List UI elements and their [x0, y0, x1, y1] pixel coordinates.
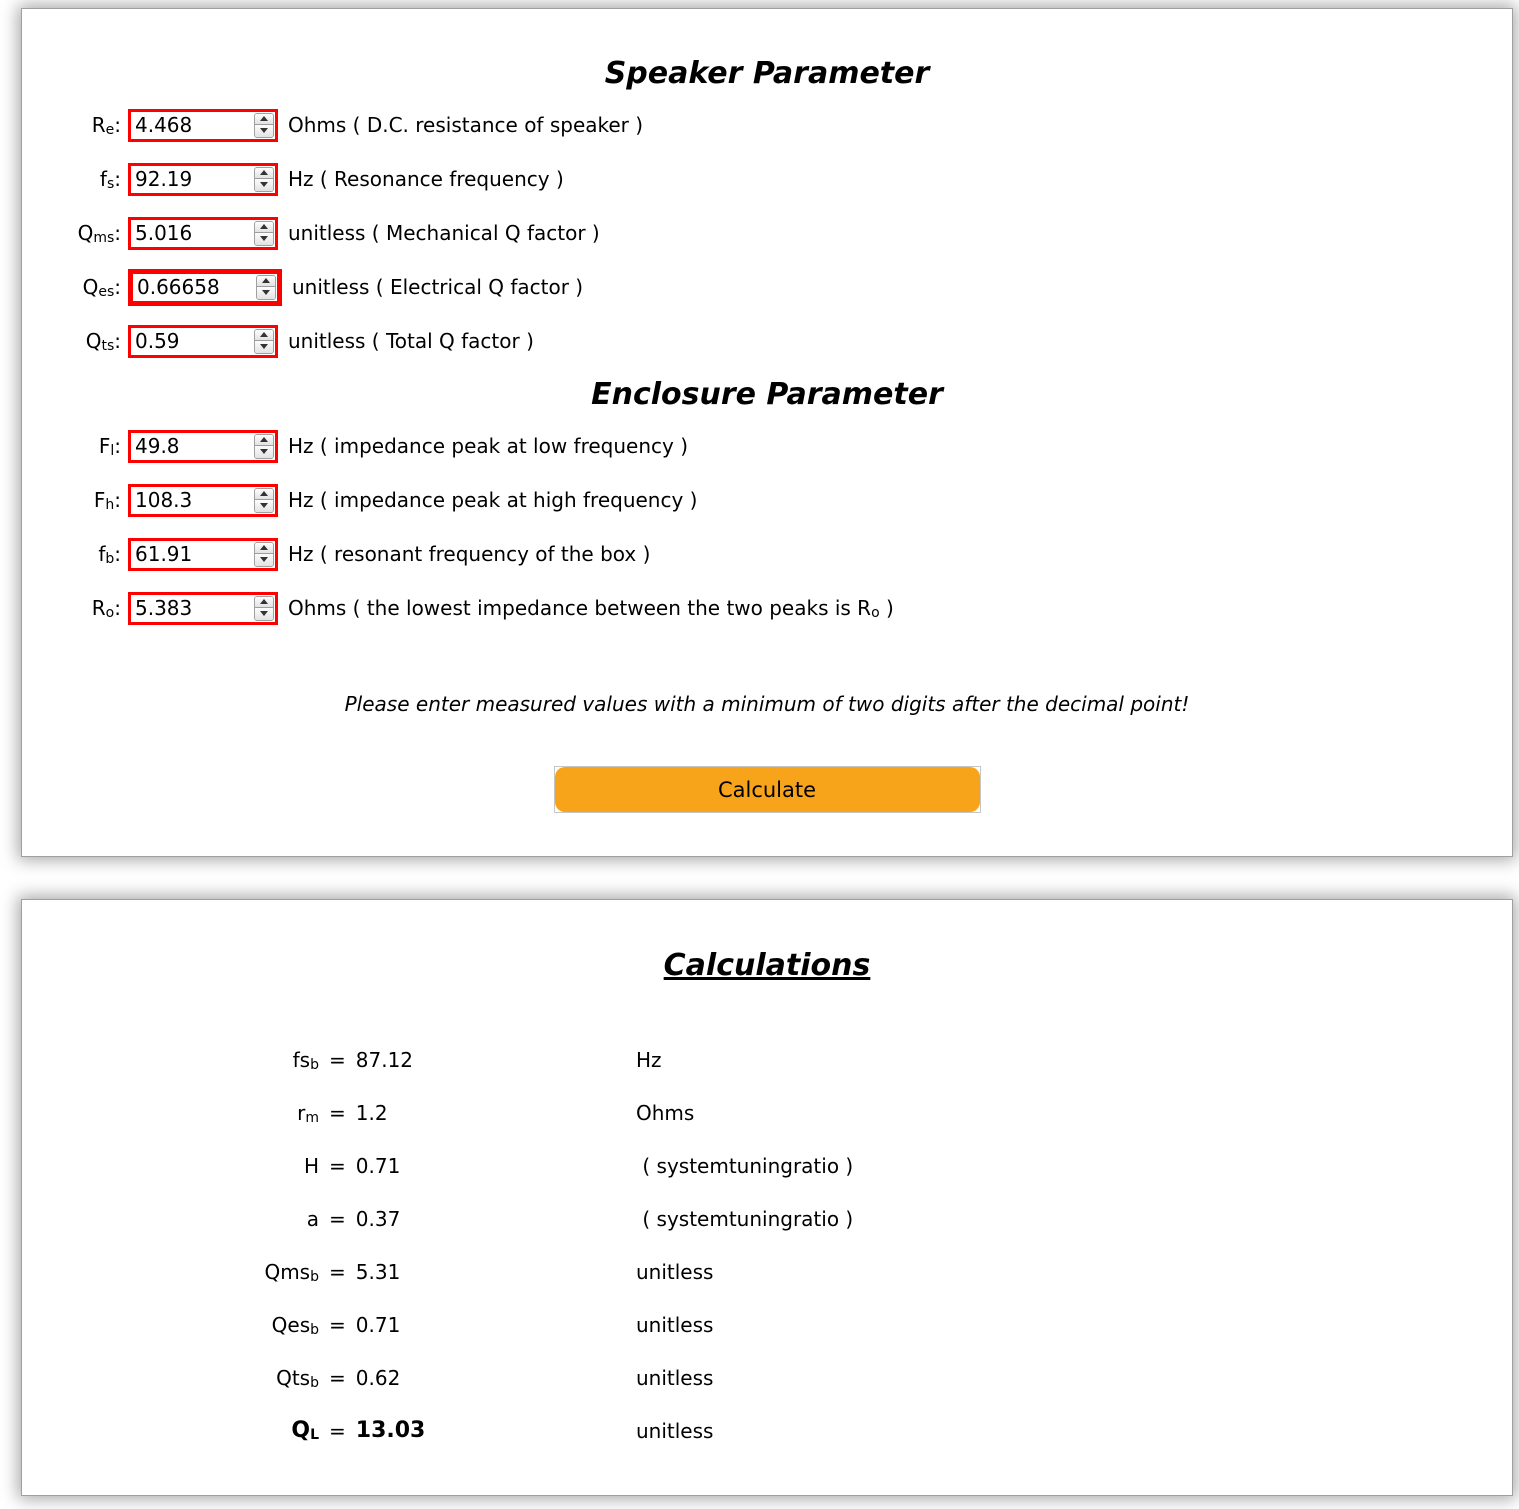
- parameter-row-qes: [22, 260, 1512, 314]
- spinner-up-button[interactable]: [255, 435, 273, 447]
- calc-value: 87.12: [355, 1047, 414, 1072]
- parameter-row-fb: [22, 527, 1512, 581]
- triangle-up-icon: [260, 116, 268, 121]
- spinner-down-button[interactable]: [255, 446, 273, 458]
- calc-label: $r_m$: [297, 1100, 319, 1126]
- spinner-up-button[interactable]: [255, 543, 273, 555]
- calc-value: 0.71: [355, 1312, 401, 1337]
- fh-spinner: [254, 488, 274, 513]
- triangle-down-icon: [260, 128, 268, 133]
- triangle-down-icon: [260, 236, 268, 241]
- parameter-description: Hz ( impedance peak at high frequency ): [288, 488, 698, 512]
- calc-value: 0.71: [355, 1153, 401, 1178]
- calc-value: 1.2: [355, 1100, 388, 1125]
- calc-unit: unitless: [636, 1312, 714, 1337]
- spinner-up-button[interactable]: [255, 168, 273, 180]
- calc-unit: ( systemtuningratio ): [636, 1153, 854, 1178]
- fb-spinner: [254, 542, 274, 567]
- re-spinner: [254, 113, 274, 138]
- equals-sign: =: [329, 1153, 346, 1178]
- calc-unit: unitless: [636, 1259, 714, 1284]
- equals-sign: =: [329, 1418, 346, 1443]
- calc-unit: Ohms: [636, 1100, 695, 1125]
- calculations-panel: [21, 899, 1513, 1496]
- calculate-button-outline: [554, 766, 981, 813]
- qms-spinner: [254, 221, 274, 246]
- qes-spinner: [256, 275, 276, 300]
- triangle-up-icon: [260, 437, 268, 442]
- spinner-down-button[interactable]: [255, 233, 273, 245]
- fh-input[interactable]: [131, 487, 254, 514]
- calc-value: 0.62: [355, 1365, 401, 1390]
- parameter-label-fl: $F_l$:: [98, 434, 121, 459]
- fl-input[interactable]: [131, 433, 254, 460]
- triangle-down-icon: [260, 182, 268, 187]
- ro-input[interactable]: [131, 595, 254, 622]
- parameter-label-fh: $F_h$:: [93, 488, 121, 513]
- qes-input[interactable]: [133, 274, 256, 301]
- qes-field: [128, 269, 282, 306]
- calc-unit: unitless: [636, 1418, 714, 1443]
- parameter-description: unitless ( Mechanical Q factor ): [288, 221, 600, 245]
- parameter-description: Hz ( impedance peak at low frequency ): [288, 434, 689, 458]
- calculations-title: Calculations: [663, 948, 871, 983]
- equals-sign: =: [329, 1047, 346, 1072]
- calc-row-qesb: [22, 1298, 1512, 1351]
- calc-unit: unitless: [636, 1365, 714, 1390]
- calc-row-ql: [22, 1404, 1512, 1457]
- parameter-label-qts: $Q_{ts}$:: [85, 329, 121, 354]
- triangle-up-icon: [260, 491, 268, 496]
- equals-sign: =: [329, 1100, 346, 1125]
- parameter-row-qts: [22, 314, 1512, 368]
- qts-spinner: [254, 329, 274, 354]
- triangle-up-icon: [260, 599, 268, 604]
- ro-spinner: [254, 596, 274, 621]
- fs-input[interactable]: [131, 166, 254, 193]
- spinner-up-button[interactable]: [255, 330, 273, 342]
- parameter-description: unitless ( Electrical Q factor ): [292, 275, 584, 299]
- spinner-up-button[interactable]: [255, 489, 273, 501]
- parameter-label-re: $R_e$:: [91, 113, 121, 138]
- parameter-label-qes: $Q_{es}$:: [82, 275, 121, 300]
- triangle-down-icon: [260, 503, 268, 508]
- fb-input[interactable]: [131, 541, 254, 568]
- parameter-label-ro: $R_o$:: [91, 596, 121, 621]
- qts-field: [128, 325, 278, 358]
- calc-unit: Hz: [636, 1047, 662, 1072]
- speaker-parameter-title: Speaker Parameter: [604, 56, 930, 91]
- calculate-button[interactable]: Calculate: [555, 767, 980, 812]
- calc-label: a: [306, 1206, 319, 1231]
- calculations-rows: [22, 1033, 1512, 1457]
- qts-input[interactable]: [131, 328, 254, 355]
- spinner-down-button[interactable]: [257, 287, 275, 299]
- calc-row-rm: [22, 1086, 1512, 1139]
- triangle-down-icon: [260, 344, 268, 349]
- parameter-row-ro: [22, 581, 1512, 635]
- spinner-down-button[interactable]: [255, 554, 273, 566]
- calculations-title-wrap: [22, 946, 1512, 986]
- spinner-down-button[interactable]: [255, 125, 273, 137]
- calc-row-qtsb: [22, 1351, 1512, 1404]
- parameter-label-qms: $Q_{ms}$:: [77, 221, 121, 246]
- parameter-label-fs: $f_s$:: [99, 167, 121, 192]
- qms-field: [128, 217, 278, 250]
- calc-row-a: [22, 1192, 1512, 1245]
- ro-field: [128, 592, 278, 625]
- calc-label: $fs_b$: [292, 1047, 319, 1073]
- calc-value: 13.03: [355, 1418, 426, 1443]
- calc-row-qmsb: [22, 1245, 1512, 1298]
- spinner-up-button[interactable]: [255, 597, 273, 609]
- parameter-description: Hz ( resonant frequency of the box ): [288, 542, 651, 566]
- triangle-up-icon: [260, 170, 268, 175]
- calc-row-fsb: [22, 1033, 1512, 1086]
- triangle-down-icon: [262, 290, 270, 295]
- parameter-row-fh: [22, 473, 1512, 527]
- qms-input[interactable]: [131, 220, 254, 247]
- equals-sign: =: [329, 1206, 346, 1231]
- calc-unit: ( systemtuningratio ): [636, 1206, 854, 1231]
- re-field: [128, 109, 278, 142]
- spinner-down-button[interactable]: [255, 179, 273, 191]
- triangle-up-icon: [260, 224, 268, 229]
- fh-field: [128, 484, 278, 517]
- equals-sign: =: [329, 1312, 346, 1337]
- triangle-down-icon: [260, 449, 268, 454]
- equals-sign: =: [329, 1259, 346, 1284]
- triangle-down-icon: [260, 557, 268, 562]
- spinner-down-button[interactable]: [255, 500, 273, 512]
- equals-sign: =: [329, 1365, 346, 1390]
- calc-row-h: [22, 1139, 1512, 1192]
- enclosure-parameter-title: Enclosure Parameter: [591, 377, 943, 412]
- spinner-down-button[interactable]: [255, 608, 273, 620]
- parameter-row-fs: [22, 152, 1512, 206]
- spinner-up-button[interactable]: [255, 222, 273, 234]
- triangle-up-icon: [262, 278, 270, 283]
- calc-label: $Q_L$: [291, 1418, 319, 1443]
- speaker-parameter-panel: [21, 8, 1513, 857]
- fb-field: [128, 538, 278, 571]
- parameter-label-fb: $f_b$:: [98, 542, 121, 567]
- fl-field: [128, 430, 278, 463]
- parameter-description: Ohms ( D.C. resistance of speaker ): [288, 113, 644, 137]
- parameter-description: Ohms ( the lowest impedance between the two peaks is $R_o$ ): [288, 596, 894, 621]
- spinner-up-button[interactable]: [255, 114, 273, 126]
- spinner-up-button[interactable]: [257, 276, 275, 288]
- calc-value: 0.37: [355, 1206, 401, 1231]
- calc-label: Qts$_b$: [276, 1365, 319, 1391]
- parameter-row-fl: [22, 419, 1512, 473]
- fs-spinner: [254, 167, 274, 192]
- triangle-up-icon: [260, 332, 268, 337]
- fl-spinner: [254, 434, 274, 459]
- parameter-description: unitless ( Total Q factor ): [288, 329, 534, 353]
- calc-value: 5.31: [355, 1259, 401, 1284]
- spinner-down-button[interactable]: [255, 341, 273, 353]
- calc-label: Qes$_b$: [271, 1312, 319, 1338]
- parameter-description: Hz ( Resonance frequency ): [288, 167, 564, 191]
- re-input[interactable]: [131, 112, 254, 139]
- calc-label: Qms$_b$: [264, 1259, 319, 1285]
- triangle-up-icon: [260, 545, 268, 550]
- parameter-row-re: [22, 98, 1512, 152]
- parameter-row-qms: [22, 206, 1512, 260]
- triangle-down-icon: [260, 611, 268, 616]
- instruction-note: Please enter measured values with a minimum of two digits after the decimal point!: [344, 692, 1190, 716]
- speaker-parameter-rows: [22, 98, 1512, 368]
- calc-label: H: [303, 1153, 319, 1178]
- enclosure-parameter-rows: [22, 419, 1512, 635]
- fs-field: [128, 163, 278, 196]
